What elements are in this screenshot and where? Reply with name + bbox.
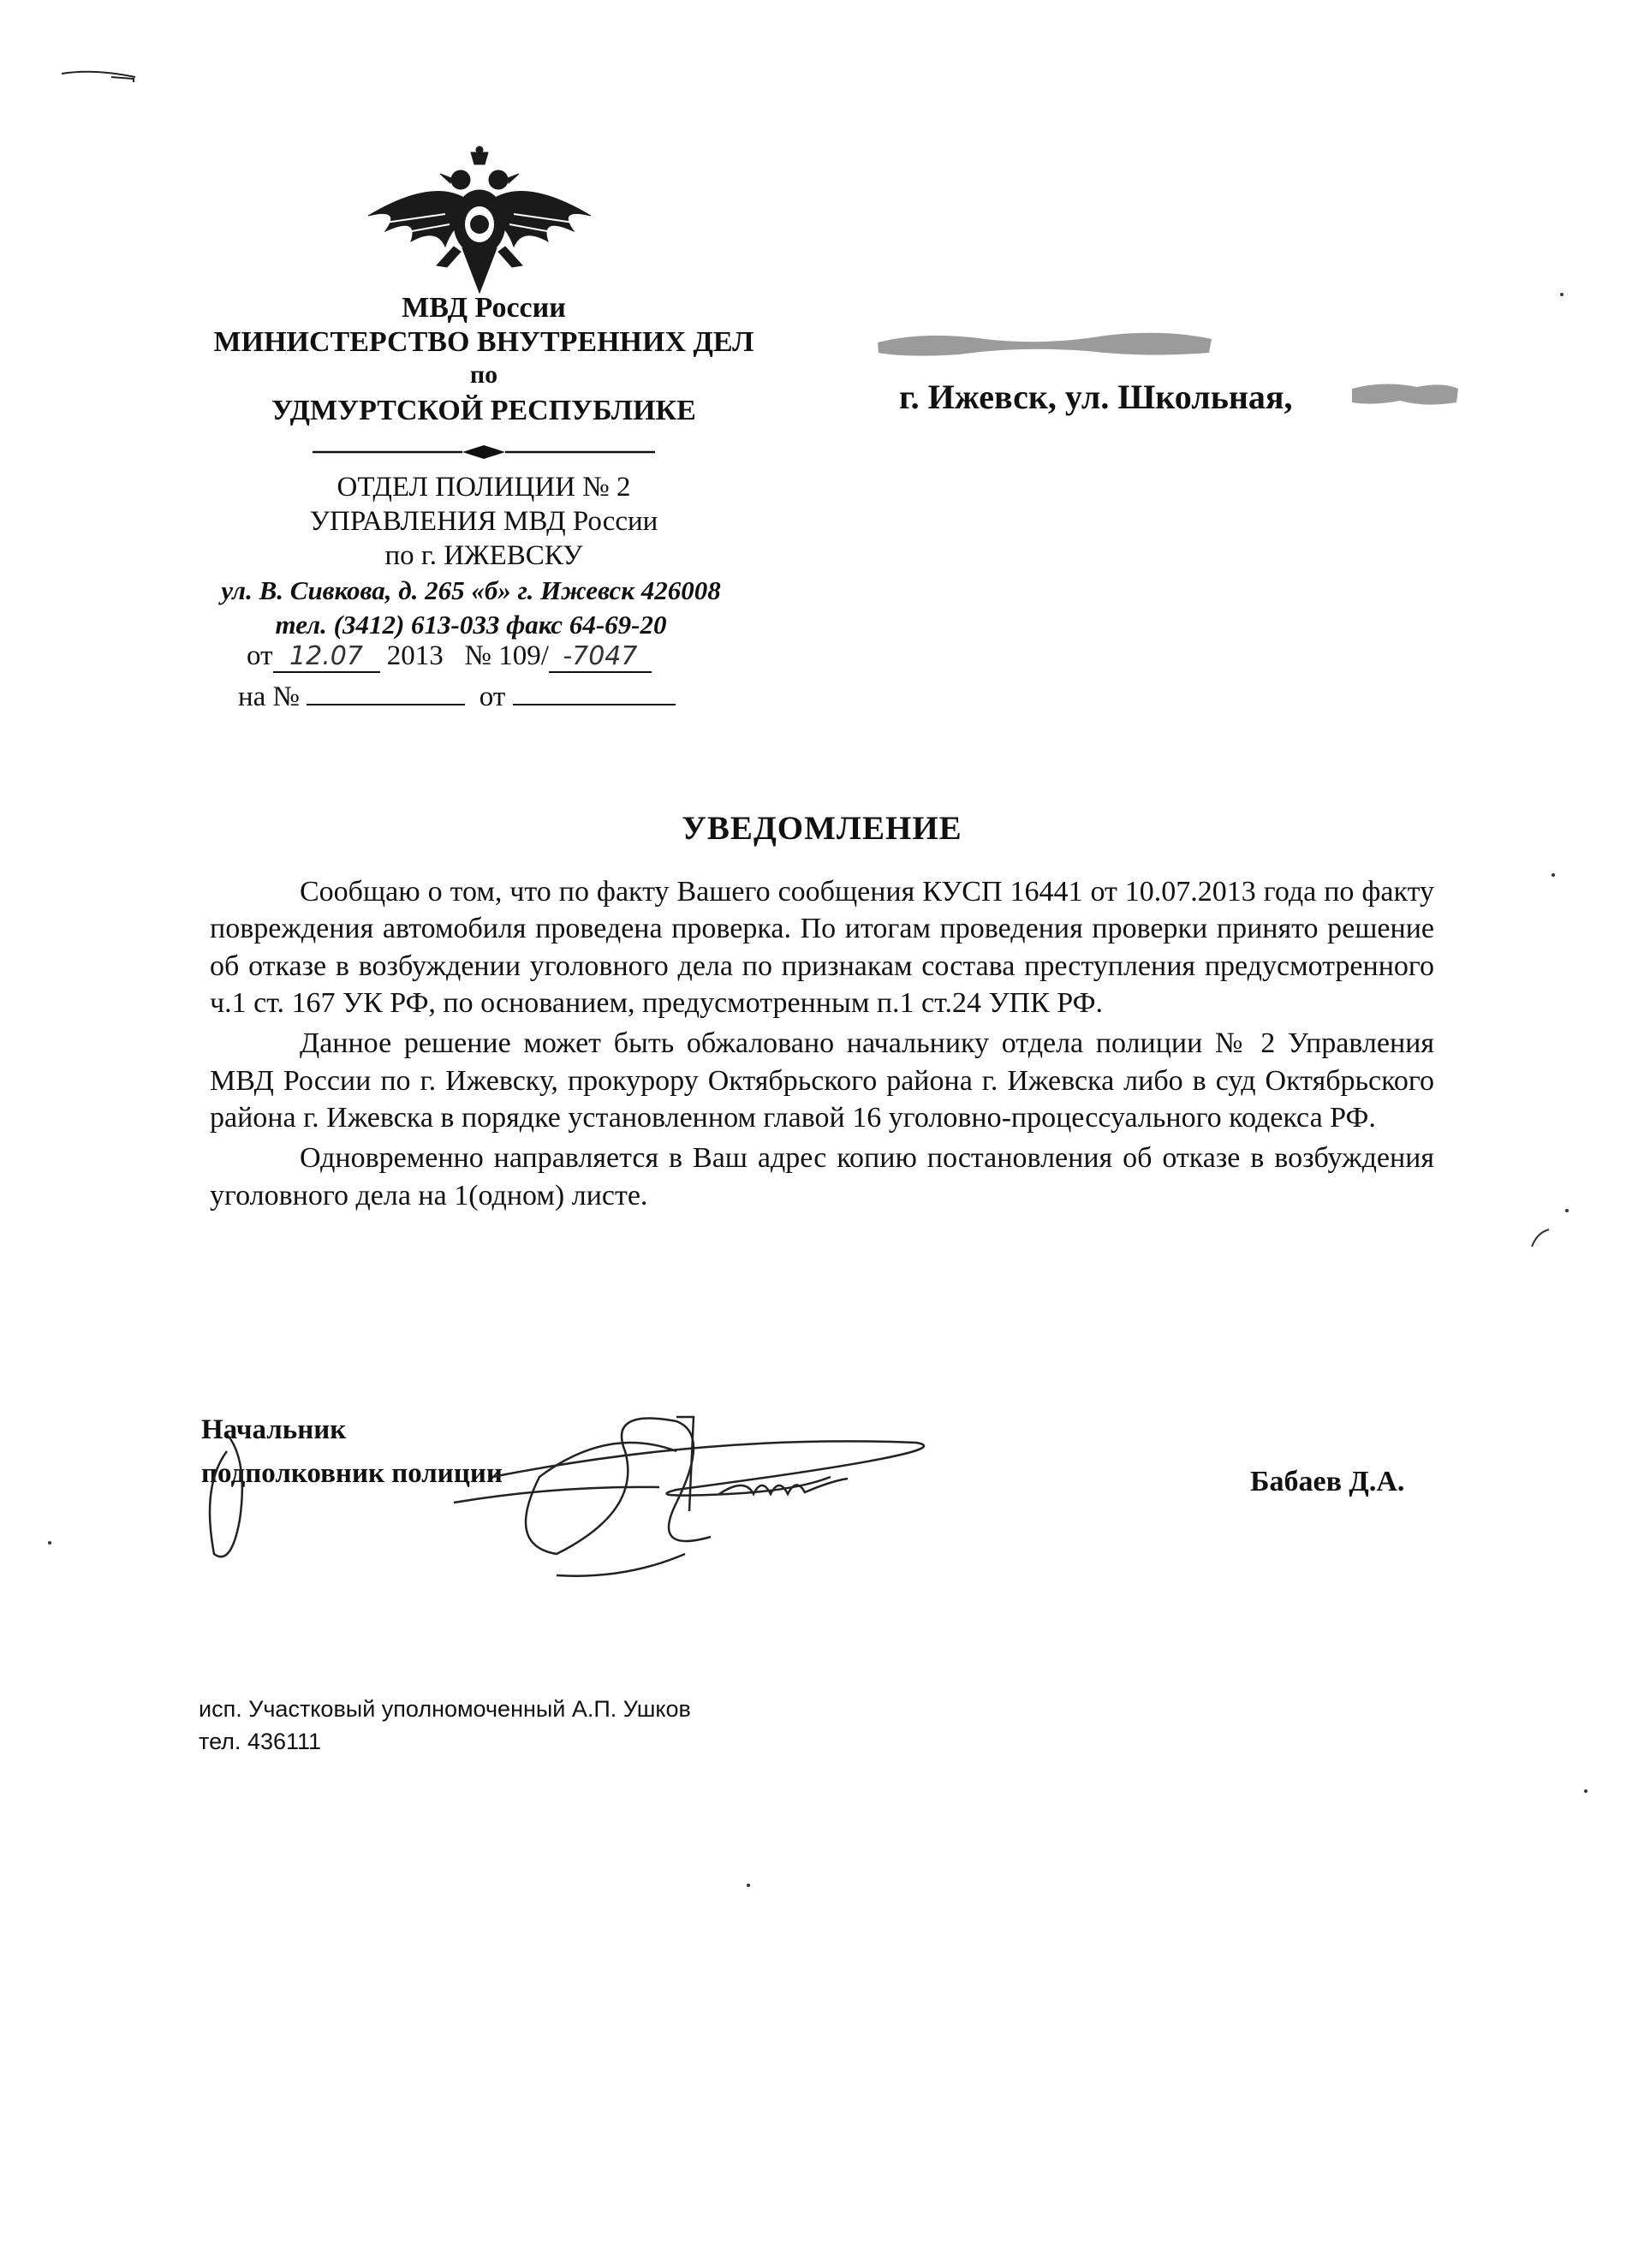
- document-body: [210, 873, 1434, 1214]
- executor-info: [199, 1694, 691, 1759]
- body-paragraph-3: Одновременно направляется в Ваш адрес копию постановления об отказе в возбуждения уголовного дела на 1(одном) листе.: [210, 1142, 1434, 1211]
- recipient-name-redaction: [873, 324, 1216, 360]
- reply-number-prefix: на №: [238, 682, 301, 712]
- department-line-3: по г. ИЖЕВСКУ: [384, 540, 583, 571]
- signatory-position: Начальник: [201, 1414, 347, 1445]
- outgoing-reference: [247, 640, 652, 673]
- signatory-rank: подполковник полиции: [201, 1458, 503, 1490]
- mvd-emblem-icon: [351, 146, 608, 295]
- reply-number-blank: [307, 678, 465, 705]
- scan-speck: [747, 1884, 750, 1887]
- recipient-house-redaction: [1349, 377, 1460, 409]
- executor-phone: тел. 436111: [199, 1728, 322, 1754]
- sender-address: ул. В. Сивкова, д. 265 «б» г. Ижевск 426008: [221, 575, 721, 605]
- region: УДМУРТСКОЙ РЕСПУБЛИКЕ: [271, 395, 696, 426]
- ref-year: 2013: [386, 640, 444, 671]
- scan-speck: [1552, 873, 1555, 877]
- scan-speck: [48, 1541, 51, 1545]
- ministry-full: МИНИСТЕРСТВО ВНУТРЕННИХ ДЕЛ: [213, 326, 754, 358]
- ministry-short: МВД России: [402, 292, 566, 324]
- signatory-name: Бабаев Д.А.: [1250, 1466, 1405, 1497]
- handwritten-signature: [197, 1383, 1139, 1580]
- body-paragraph-1: Сообщаю о том, что по факту Вашего сообщения КУСП 16441 от 10.07.2013 года по факту повреждения автомобиля проведена проверка. По итогам проведения проверки принято решение об отказе в возбуждении уголовного дела по признакам состава преступления предусмотренного ч.1 ст. 167 УК РФ, по основанием, предусмотренным п.1 ст.24 УПК РФ.: [210, 876, 1434, 1020]
- department-line-1: ОТДЕЛ ПОЛИЦИИ № 2: [337, 472, 631, 503]
- recipient-address: г. Ижевск, ул. Школьная,: [899, 378, 1293, 416]
- ref-number-prefix: № 109/: [464, 640, 549, 671]
- document-title: УВЕДОМЛЕНИЕ: [682, 810, 962, 847]
- executor-name: исп. Участковый уполномоченный А.П. Ушков: [199, 1696, 691, 1722]
- reply-from: от: [479, 682, 506, 712]
- ministry-po: по: [469, 360, 498, 389]
- ref-from-prefix: от: [247, 640, 273, 671]
- ref-date-handwritten: 12.07: [273, 641, 380, 673]
- body-paragraph-2: Данное решение может быть обжаловано начальнику отдела полиции № 2 Управления МВД России по г. Ижевску, прокурору Октябрьского района г. Ижевска либо в суд Октябрьского района г. Ижевска в порядке установленном главой 16 уголовно-процессуального кодекса РФ.: [210, 1027, 1434, 1134]
- scan-speck: [1584, 1789, 1587, 1793]
- sender-phone: тел. (3412) 613-033 факс 64-69-20: [275, 610, 667, 640]
- scan-speck: [1560, 293, 1564, 296]
- scan-mark: [1528, 1224, 1554, 1250]
- header-divider: [313, 443, 655, 461]
- reply-date-blank: [513, 678, 676, 705]
- corner-scan-mark: [60, 67, 137, 92]
- scan-speck: [1565, 1209, 1569, 1212]
- department-line-2: УПРАВЛЕНИЯ МВД России: [309, 506, 658, 537]
- ref-number-handwritten: -7047: [549, 641, 652, 673]
- incoming-reference: [238, 678, 676, 713]
